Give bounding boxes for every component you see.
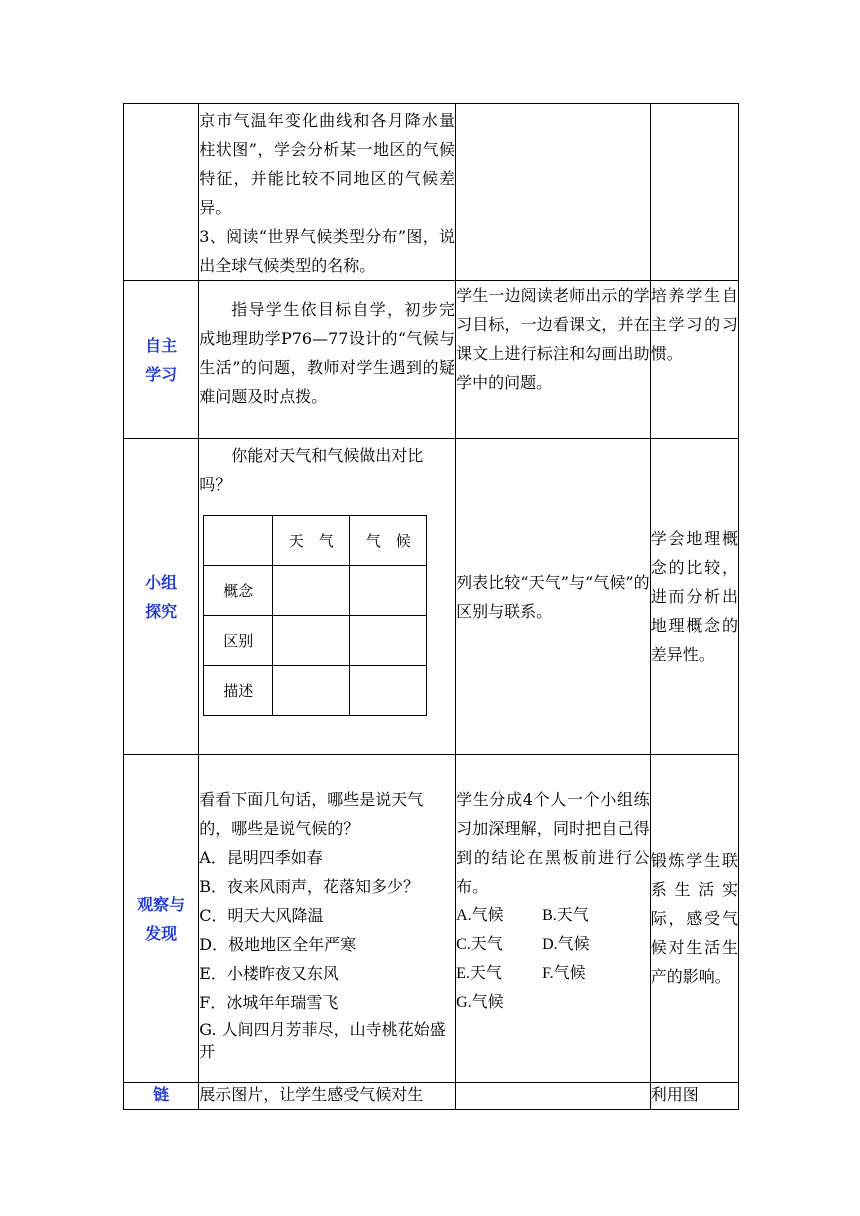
compare-cell (350, 566, 427, 616)
student-text: 列表比较“天气”与“气候”的区别与联系。 (456, 572, 650, 621)
compare-header: 天 气 (273, 516, 350, 566)
activity-cell (199, 281, 456, 439)
activity-text: 你能对天气和气候做出对比吗？ (199, 446, 424, 494)
purpose-cell: 培养学生自主学习的习惯。 (650, 281, 738, 439)
purpose-text: 锻炼学生联系生活实际，感受气候对生活生产的影响。 (650, 851, 738, 986)
table-row (124, 755, 739, 1083)
compare-cell (350, 666, 427, 716)
purpose-cell (650, 439, 738, 755)
activity-cell (199, 439, 456, 755)
activity-text: 指导学生依目标自学，初步完成地理助学P76—77设计的“气候与生活”的问题，教师对学生遇到的疑难问题及时点拨。 (199, 300, 456, 406)
activity-text: 京市气温年变化曲线和各月降水量柱状图”，学会分析某一地区的气候特征，并能比较不同地区的气候差异。 (199, 111, 456, 217)
option-item: D．极地地区全年严寒 (199, 935, 357, 954)
category-cell: 链 (124, 1083, 199, 1110)
answer-item: C.天气 (456, 936, 503, 953)
answer-item: G.气候 (456, 994, 504, 1011)
answer-item: B.天气 (542, 907, 589, 924)
compare-cell (273, 566, 350, 616)
purpose-text: 学会地理概念的比较，进而分析出地理概念的差异性。 (650, 529, 738, 664)
compare-table (203, 515, 427, 716)
answer-item: F.气候 (542, 965, 586, 982)
purpose-cell (650, 755, 738, 1083)
compare-cell (350, 616, 427, 666)
option-item: A．昆明四季如春 (199, 848, 323, 867)
category-cell (124, 104, 199, 281)
activity-cell: 展示图片，让学生感受气候对生 (199, 1083, 456, 1110)
purpose-cell (650, 104, 738, 281)
compare-row-label: 区别 (204, 616, 273, 666)
answer-item: E.天气 (456, 965, 502, 982)
activity-cell (199, 104, 456, 281)
table-row (124, 104, 739, 281)
compare-row-label: 概念 (204, 566, 273, 616)
student-cell: 学生一边阅读老师出示的学习目标，一边看课文，并在课文上进行标注和勾画出助学中的问题。 (456, 281, 651, 439)
student-cell (456, 104, 651, 281)
compare-cell (273, 616, 350, 666)
compare-header (204, 516, 273, 566)
table-row (124, 1083, 739, 1110)
activity-text: 3、阅读“世界气候类型分布”图，说出全球气候类型的名称。 (199, 227, 456, 275)
purpose-cell: 利用图 (650, 1083, 738, 1110)
compare-cell (273, 666, 350, 716)
activity-cell (199, 755, 456, 1083)
lesson-plan-table (123, 103, 739, 1110)
student-cell (456, 1083, 651, 1110)
option-item: F．冰城年年瑞雪飞 (199, 993, 339, 1012)
option-item: G. 人间四月芳菲尽，山寺桃花始盛开 (199, 1020, 446, 1061)
option-item: B．夜来风雨声，花落知多少？ (199, 877, 419, 896)
student-cell (456, 755, 651, 1083)
category-cell: 自主学习 (124, 281, 199, 439)
table-row (124, 439, 739, 755)
option-item: E．小楼昨夜又东风 (199, 964, 339, 983)
activity-text: 看看下面几句话，哪些是说天气的，哪些是说气候的？ (199, 790, 424, 838)
student-cell (456, 439, 651, 755)
answer-item: D.气候 (542, 936, 590, 953)
answer-grid (456, 901, 650, 1017)
table-row (124, 281, 739, 439)
answer-item: A.气候 (456, 907, 504, 924)
option-item: C．明天大风降温 (199, 906, 324, 925)
compare-row-label: 描述 (204, 666, 273, 716)
compare-header: 气 候 (350, 516, 427, 566)
category-cell: 小组探究 (124, 439, 199, 755)
category-cell: 观察与发现 (124, 755, 199, 1083)
student-text: 学生分成4个人一个小组练习加深理解，同时把自己得到的结论在黑板前进行公布。 (456, 790, 650, 896)
